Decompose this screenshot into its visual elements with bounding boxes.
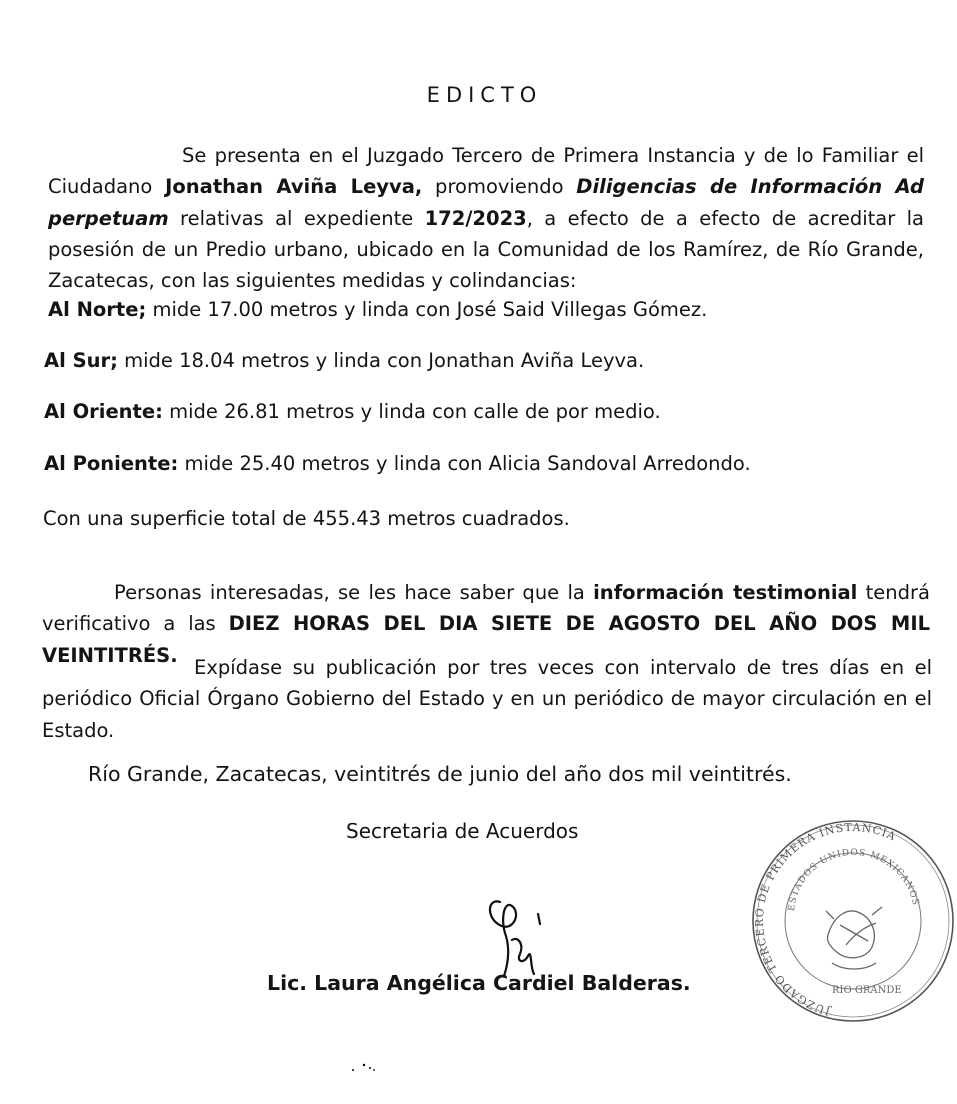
signer-position: Secretaria de Acuerdos — [346, 819, 579, 843]
place-date: Río Grande, Zacatecas, veintitrés de junio del año dos mil veintitrés. — [88, 762, 792, 786]
intro-text-3: relativas al expediente — [168, 206, 425, 230]
medida-label: Al Sur; — [44, 349, 118, 372]
hearing-datetime: DIEZ HORAS DEL DIA SIETE DE AGOSTO DEL AÑO DOS MIL VEINTITRÉS. — [42, 612, 930, 667]
medida-text: mide 26.81 metros y linda con calle de por medio. — [162, 400, 661, 423]
publicacion-paragraph: Expídase su publicación por tres veces con intervalo de tres días en el periódico Oficial Órgano Gobierno del Estado y en un periódico de mayor circulación en el Estado. — [42, 656, 932, 742]
medida-label: Al Poniente: — [44, 452, 179, 475]
personas-text-1: Personas interesadas, se les hace saber que la — [114, 581, 594, 604]
eagle-emblem-icon — [826, 907, 882, 969]
medida-text: mide 17.00 metros y linda con José Said Villegas Gómez. — [146, 298, 708, 321]
medida-text: mide 25.40 metros y linda con Alicia Sandoval Arredondo. — [178, 452, 751, 475]
personas-text-2: tendrá verificativo a las — [42, 581, 930, 636]
intro-text-1: Se presenta en el Juzgado Tercero de Primera Instancia y de lo Familiar el Ciudadano — [48, 144, 924, 199]
seal-bottom-text: RIO GRANDE — [832, 985, 902, 996]
medida-text: mide 18.04 metros y linda con Jonathan Aviña Leyva. — [117, 349, 645, 372]
document-title: EDICTO — [426, 83, 543, 107]
intro-text-2: promoviendo — [422, 175, 577, 199]
intro-text-4: , a efecto de a efecto de acreditar la posesión de un Predio urbano, ubicado en la Comunidad de los Ramírez, de Río Grande, Zacatecas, con las siguientes medidas y colindancias: — [48, 206, 924, 293]
superficie-total: Con una superficie total de 455.43 metros cuadrados. — [43, 507, 570, 530]
expediente-number: 172/2023 — [424, 206, 527, 230]
informacion-testimonial: información testimonial — [593, 581, 858, 604]
seal-outer-text: JUZGADO TERCERO DE PRIMERA INSTANCIA — [752, 820, 899, 1018]
medida-poniente — [44, 448, 751, 479]
signer-name: Lic. Laura Angélica Cardiel Balderas. — [267, 971, 691, 995]
medida-norte — [48, 294, 707, 325]
seal-inner-text: ESTADOS UNIDOS MEXICANOS — [787, 847, 921, 912]
promovente-name: Jonathan Aviña Leyva, — [165, 175, 423, 199]
medida-oriente — [44, 396, 661, 427]
medida-sur — [44, 345, 644, 376]
intro-paragraph — [48, 140, 924, 296]
court-seal-stamp — [748, 815, 957, 1030]
medida-label: Al Norte; — [48, 298, 147, 321]
medida-label: Al Oriente: — [44, 400, 163, 423]
diligencias-title: Diligencias de Información Ad perpetuam — [48, 175, 924, 230]
svg-text:ESTADOS UNIDOS MEXICANOS — [787, 848, 920, 912]
scan-specks — [350, 1062, 380, 1076]
